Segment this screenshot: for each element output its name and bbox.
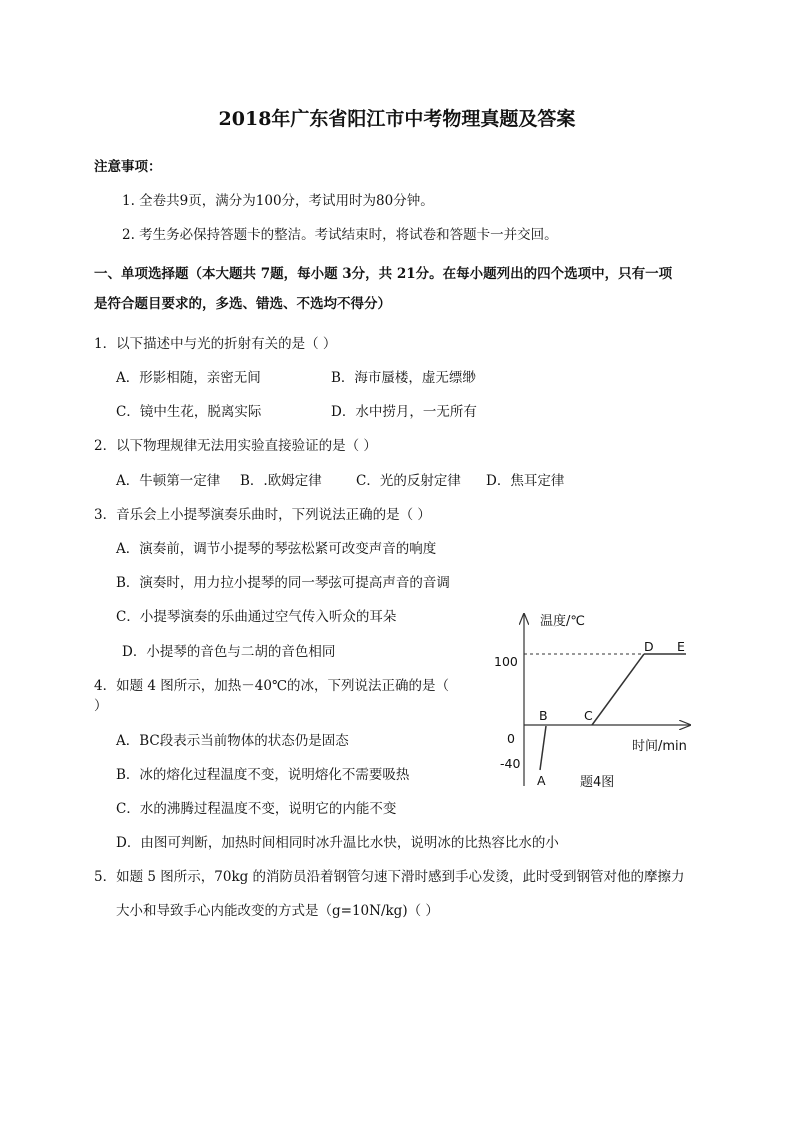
q4-option-a: A．BC段表示当前物体的状态仍是固态 [116, 733, 349, 749]
point-c-label: C [584, 708, 593, 723]
q4-option-d: D．由图可判断，加热时间相同时冰升温比水快，说明冰的比热容比水的小 [116, 835, 559, 851]
q1-stem: 1．以下描述中与光的折射有关的是（ ） [94, 336, 337, 352]
q5-stem-cont: 大小和导致手心内能改变的方式是（g=10N/kg)（ ） [116, 903, 439, 919]
section-heading-line1: 一、单项选择题（本大题共 7题，每小题 3分，共 21分。在每小题列出的四个选项中，只有一项 [94, 266, 673, 282]
point-b-label: B [539, 708, 548, 723]
section-heading-line2: 是符合题目要求的，多选、错选、不选均不得分） [94, 296, 391, 312]
y-axis-label: 温度/℃ [540, 614, 585, 629]
q5-stem: 5．如题 5 图所示，70kg 的消防员沿着钢管匀速下滑时感到手心发烫，此时受到钢管对他的摩擦力 [94, 869, 685, 885]
q3-option-c: C．小提琴演奏的乐曲通过空气传入听众的耳朵 [116, 609, 397, 625]
q2-option-d: D．焦耳定律 [486, 473, 565, 489]
figure-caption: 题4图 [580, 775, 615, 790]
q2-option-a: A．牛顿第一定律 [116, 473, 221, 489]
notice-item-2: 2. 考生务必保持答题卡的整洁。考试结束时，将试卷和答题卡一并交回。 [122, 227, 558, 243]
x-axis-label: 时间/min [632, 739, 687, 754]
q1-option-d: D．水中捞月，一无所有 [331, 404, 477, 420]
q4-option-c: C．水的沸腾过程温度不变，说明它的内能不变 [116, 801, 397, 817]
q3-option-b: B．演奏时，用力拉小提琴的同一琴弦可提高声音的音调 [116, 575, 450, 591]
page-title: 2018年广东省阳江市中考物理真题及答案 [218, 108, 576, 130]
q1-option-a: A．形影相随，亲密无间 [116, 370, 261, 386]
notice-heading: 注意事项： [94, 159, 162, 175]
q4-stem-cont: ） [94, 698, 108, 714]
point-e-label: E [677, 639, 685, 654]
q3-stem: 3．音乐会上小提琴演奏乐曲时，下列说法正确的是（ ） [94, 507, 431, 523]
tick-neg40-label: -40 [500, 756, 521, 771]
q3-option-d: D．小提琴的音色与二胡的音色相同 [122, 644, 336, 660]
segment-ab [540, 726, 546, 770]
segment-cd [592, 654, 644, 725]
q4-stem: 4．如题 4 图所示，加热－40℃的冰，下列说法正确的是（ [94, 678, 450, 694]
tick-100-label: 100 [494, 654, 518, 669]
q2-option-c: C．光的反射定律 [356, 473, 461, 489]
q1-option-b: B．海市蜃楼，虚无缥缈 [331, 370, 476, 386]
q4-option-b: B．冰的熔化过程温度不变，说明熔化不需要吸热 [116, 767, 410, 783]
point-a-label: A [537, 773, 546, 788]
point-d-label: D [644, 639, 654, 654]
q2-stem: 2．以下物理规律无法用实验直接验证的是（ ） [94, 438, 377, 454]
q3-option-a: A．演奏前，调节小提琴的琴弦松紧可改变声音的响度 [116, 541, 437, 557]
tick-0-label: 0 [507, 731, 515, 746]
notice-item-1: 1. 全卷共9页，满分为100分，考试用时为80分钟。 [122, 193, 434, 209]
q2-option-b: B．.欧姆定律 [240, 473, 322, 489]
q4-figure [494, 608, 700, 798]
q1-option-c: C．镜中生花，脱离实际 [116, 404, 262, 420]
